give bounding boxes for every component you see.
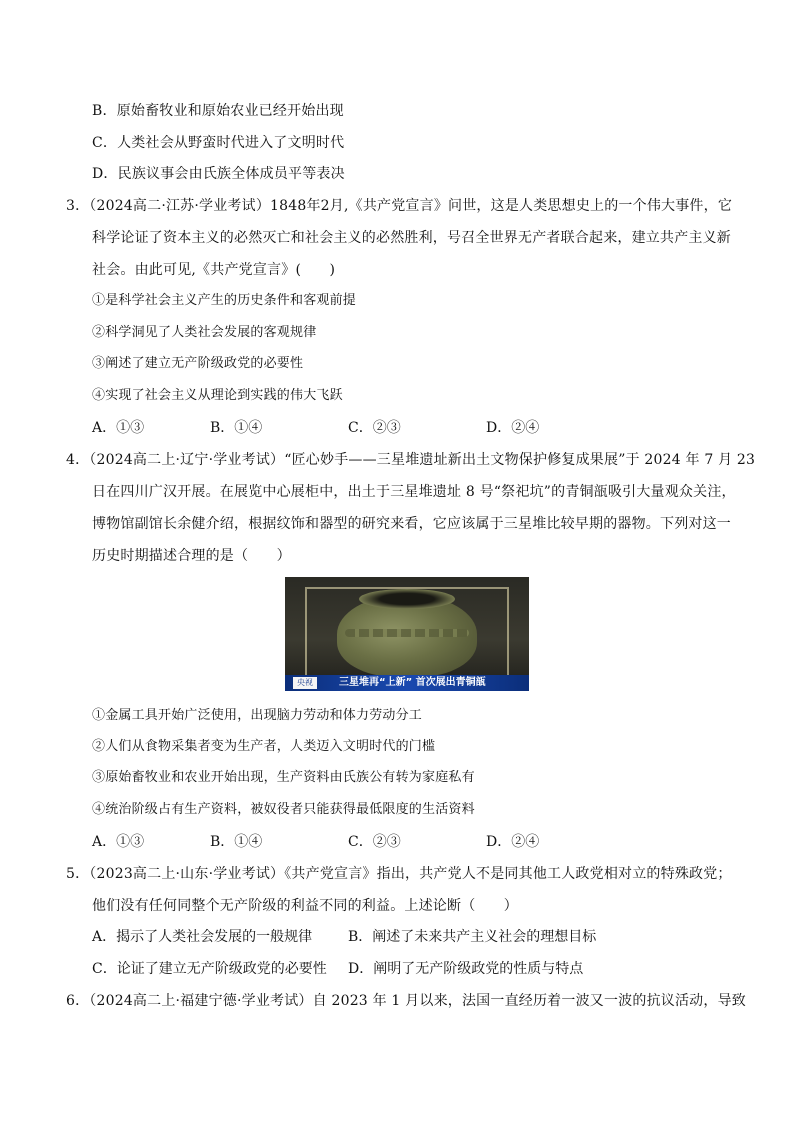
q4-item-1: ①金属工具开始广泛使用，出现脑力劳动和体力劳动分工 — [92, 708, 423, 723]
q6-stem-line-1: 6．（2024高二上·福建宁德·学业考试）自 2023 年 1 月以来，法国一直经历着一波又一波的抗议活动，导致 — [66, 993, 746, 1009]
q5-stem-line-1: 5．（2023高二上·山东·学业考试）《共产党宣言》指出，共产党人不是同其他工人政党相对立的特殊政党； — [66, 866, 732, 882]
news-caption-text: 三星堆再“上新” 首次展出青铜瓿 — [339, 677, 486, 688]
q3-item-1: ①是科学社会主义产生的历史条件和客观前提 — [92, 293, 357, 308]
q4-stem-line-1: 4．（2024高二上·辽宁·学业考试）“匠心妙手——三星堆遗址新出土文物保护修复成果展”于 2024 年 7 月 23 — [66, 452, 756, 468]
q2-option-d: D．民族议事会由氏族全体成员平等表决 — [92, 166, 345, 182]
q4-choice-d: D．②④ — [486, 834, 540, 850]
vessel-rim — [359, 589, 455, 609]
q4-stem-line-3: 博物馆副馆长余健介绍，根据纹饰和器型的研究来看，它应该属于三星堆比较早期的器物。下列对这一 — [92, 516, 731, 532]
q4-item-4: ④统治阶级占有生产资料，被奴役者只能获得最低限度的生活资料 — [92, 802, 475, 817]
q4-item-2: ②人们从食物采集者变为生产者，人类迈入文明时代的门槛 — [92, 739, 436, 754]
q3-stem-line-3: 社会。由此可见,《共产党宣言》( ) — [92, 262, 336, 278]
bronze-vessel-photo — [285, 577, 529, 691]
q5-choice-d: D．阐明了无产阶级政党的性质与特点 — [348, 961, 584, 977]
q4-stem-line-4: 历史时期描述合理的是（ ） — [92, 548, 291, 564]
q3-item-2: ②科学洞见了人类社会发展的客观规律 — [92, 325, 317, 340]
q4-choice-b: B．①④ — [210, 834, 263, 850]
tv-logo: 央视 — [293, 677, 317, 689]
q3-stem-line-1: 3．（2024高二·江苏·学业考试）1848年2月,《共产党宣言》问世，这是人类思想史上的一个伟大事件，它 — [66, 198, 733, 214]
q4-stem-line-2: 日在四川广汉开展。在展览中心展柜中，出土于三星堆遗址 8 号“祭祀坑”的青铜瓿吸引大量观众关注， — [92, 484, 736, 500]
q5-choice-a: A．揭示了人类社会发展的一般规律 — [92, 929, 313, 945]
q3-choice-d: D．②④ — [486, 420, 540, 436]
q3-choice-a: A．①③ — [92, 420, 145, 436]
q3-item-3: ③阐述了建立无产阶级政党的必要性 — [92, 356, 304, 371]
q4-item-3: ③原始畜牧业和农业开始出现，生产资料由氏族公有转为家庭私有 — [92, 770, 475, 785]
q3-item-4: ④实现了社会主义从理论到实践的伟大飞跃 — [92, 388, 343, 403]
q3-choice-b: B．①④ — [210, 420, 263, 436]
vessel-decoration-band — [345, 629, 469, 637]
q3-stem-line-2: 科学论证了资本主义的必然灭亡和社会主义的必然胜利，号召全世界无产者联合起来，建立共产主义新 — [92, 230, 731, 246]
q5-choice-b: B．阐述了未来共产主义社会的理想目标 — [348, 929, 597, 945]
q3-choice-c: C．②③ — [348, 420, 401, 436]
q2-option-c: C．人类社会从野蛮时代进入了文明时代 — [92, 135, 345, 151]
q4-choice-c: C．②③ — [348, 834, 401, 850]
q4-choice-a: A．①③ — [92, 834, 145, 850]
q5-stem-line-2: 他们没有任何同整个无产阶级的利益不同的利益。上述论断（ ） — [92, 898, 518, 914]
q2-option-b: B．原始畜牧业和原始农业已经开始出现 — [92, 103, 344, 119]
q5-choice-c: C．论证了建立无产阶级政党的必要性 — [92, 961, 327, 977]
